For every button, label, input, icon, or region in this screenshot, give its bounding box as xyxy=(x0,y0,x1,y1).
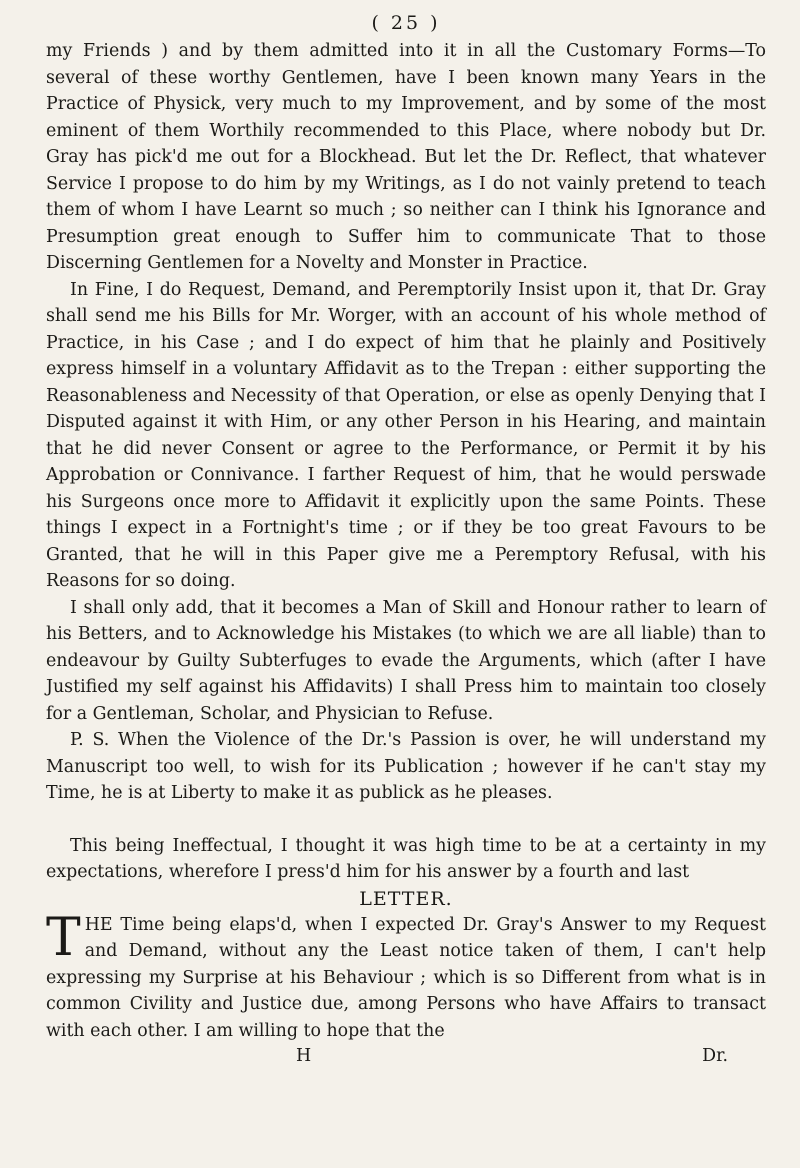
postscript: P. S. When the Violence of the Dr.'s Passion is over, he will understand my Manuscript too well, to wish for its Publication ; however if he can't stay my Time, he is at Liberty to make it as publick as he pleases. xyxy=(46,730,766,803)
signature-mark: H xyxy=(296,1046,312,1066)
paragraph-5: This being Ineffectual, I thought it was high time to be at a certainty in my expectations, wherefore I press'd him for his answer by a fourth and last xyxy=(46,835,766,882)
paragraph-1: my Friends ) and by them admitted into it in all the Customary Forms—To several of these worthy Gentlemen, have I been known many Years in the Practice of Physick, very much to my Improvement, and by some of the most eminent of them Worthily recommended to this Place, where nobody but Dr. Gray has pick'd me out for a Blockhead. But let the Dr. Reflect, that whatever Service I propose to do him by my Writings, as I do not vainly pretend to teach them of whom I have Learnt so much ; so neither can I think his Ignorance and Presumption great enough to Suffer him to communicate That to those Discerning Gentlemen for a Novelty and Monster in Practice. xyxy=(46,41,766,273)
letter-text: HE Time being elaps'd, when I expected Dr. Gray's Answer to my Request and Demand, without any the Least notice taken of them, I can't help expressing my Surprise at his Behaviour ; which is so Different from what is in common Civility and Justice due, among Persons who have Affairs to transact with each other. I am willing to hope that the xyxy=(46,914,766,1041)
drop-cap: T xyxy=(46,907,81,968)
page-number: ( 25 ) xyxy=(371,12,441,34)
letter-body xyxy=(46,907,766,1045)
paragraph-2: In Fine, I do Request, Demand, and Peremptorily Insist upon it, that Dr. Gray shall send me his Bills for Mr. Worger, with an account of his whole method of Practice, in his Case ; and I do expect of him that he plainly and Positively express himself in a voluntary Affidavit as to the Trepan : either supporting the Reasonableness and Necessity of that Operation, or else as openly Denying that I Disputed against it with Him, or any other Person in his Hearing, and maintain that he did never Consent or agree to the Performance, or Permit it by his Approbation or Connivance. I farther Request of him, that he would perswade his Surgeons once more to Affidavit it explicitly upon the same Points. These things I expect in a Fortnight's time ; or if they be too great Favours to be Granted, that he will in this Paper give me a Peremptory Refusal, with his Reasons for so doing. xyxy=(46,279,766,591)
paragraph-3: I shall only add, that it becomes a Man of Skill and Honour rather to learn of his Betters, and to Acknowledge his Mistakes (to which we are all liable) than to endeavour by Guilty Subterfuges to evade the Arguments, which (after I have Justified my self against his Affidavits) I shall Press him to maintain too closely for a Gentleman, Scholar, and Physician to Refuse. xyxy=(46,597,766,724)
catchword: Dr. xyxy=(702,1046,728,1066)
page-footer xyxy=(46,1044,766,1068)
letter-heading: LETTER. xyxy=(359,887,453,910)
